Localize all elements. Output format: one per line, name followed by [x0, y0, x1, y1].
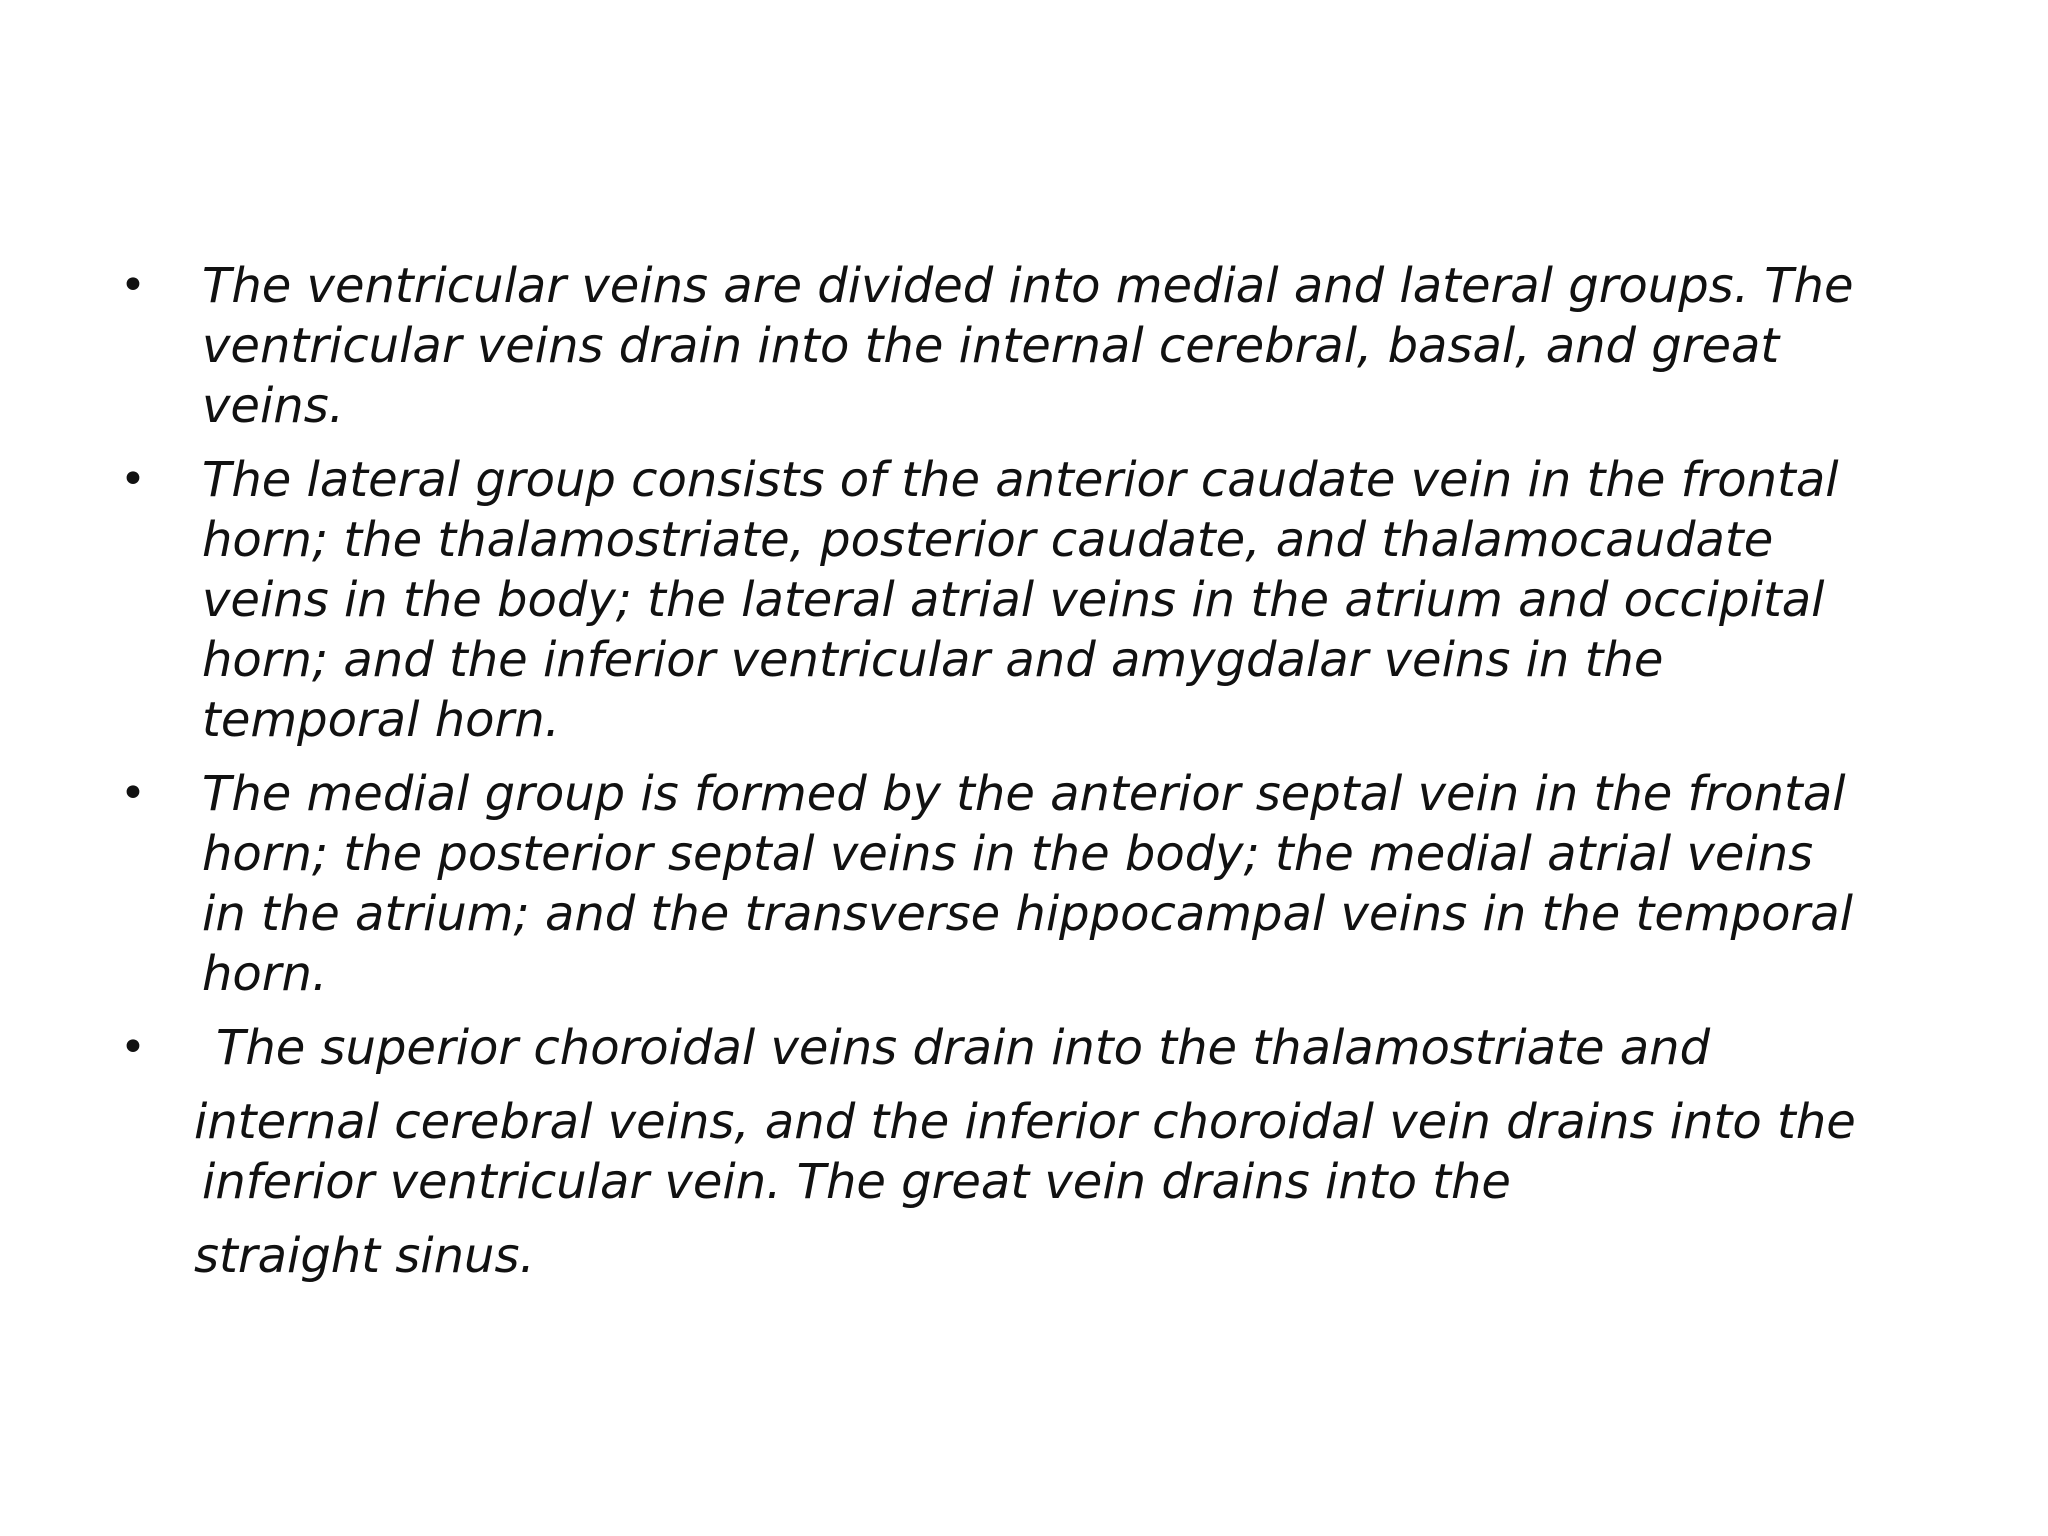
bullet-marker: • — [120, 454, 146, 505]
bullet-text-line: The lateral group consists of the anterior caudate vein in the frontal — [202, 452, 1839, 508]
bullet-text-line: horn; and the inferior ventricular and amygdalar veins in the — [202, 632, 1664, 688]
bullet-item-2 — [118, 450, 1948, 750]
bullet-item-4 — [118, 1018, 1948, 1286]
bullet-text-line: horn; the thalamostriate, posterior caudate, and thalamocaudate — [202, 512, 1774, 568]
bullet-text-line: The superior choroidal veins drain into the thalamostriate and — [216, 1020, 1711, 1076]
bullet-text-line: The medial group is formed by the anterior septal vein in the frontal — [202, 766, 1846, 822]
bullet-text-line: veins in the body; the lateral atrial veins in the atrium and occipital — [202, 572, 1825, 628]
bullet-text-line: The ventricular veins are divided into medial and lateral groups. The — [202, 258, 1854, 314]
bullet-item-1 — [118, 256, 1948, 436]
bullet-list — [118, 256, 1948, 1300]
bullet-text-line: internal cerebral veins, and the inferior choroidal vein drains into the — [194, 1094, 1856, 1150]
bullet-text-line: horn; the posterior septal veins in the body; the medial atrial veins — [202, 826, 1814, 882]
bullet-text-line: straight sinus. — [194, 1228, 535, 1284]
bullet-item-3 — [118, 764, 1948, 1004]
bullet-marker: • — [120, 768, 146, 819]
bullet-text-line: veins. — [202, 378, 344, 434]
bullet-text-line: inferior ventricular vein. The great vein drains into the — [202, 1154, 1511, 1210]
bullet-text-line: in the atrium; and the transverse hippocampal veins in the temporal — [202, 886, 1853, 942]
bullet-text-line: horn. — [202, 946, 328, 1002]
bullet-marker: • — [120, 1022, 146, 1073]
bullet-marker: • — [120, 260, 146, 311]
bullet-text-line: ventricular veins drain into the internal cerebral, basal, and great — [202, 318, 1780, 374]
bullet-text-line: temporal horn. — [202, 692, 560, 748]
